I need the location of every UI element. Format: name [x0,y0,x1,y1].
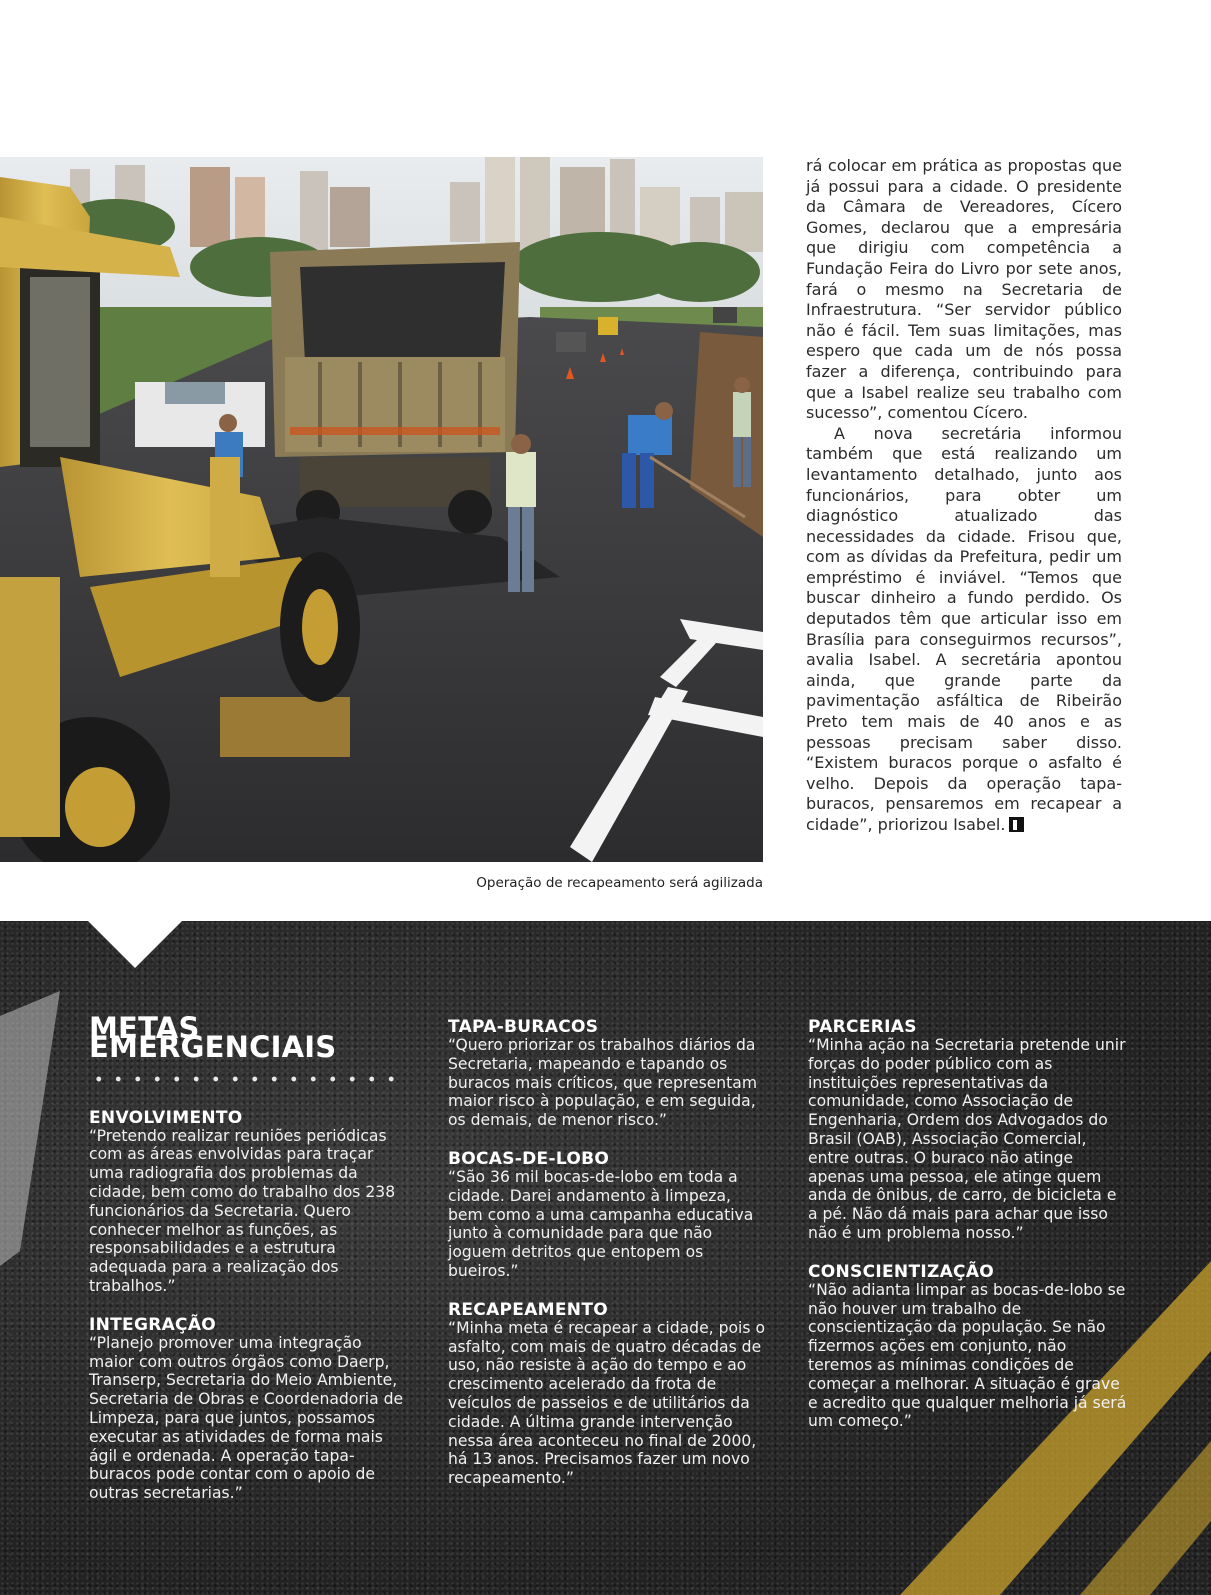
meta-text: “Quero priorizar os trabalhos diários da Secretaria, mapeando e tapando os buracos mais críticos, que representam maior risco à população, e em seguida, os demais, de menor risco.” [448,1036,758,1130]
road-work-photo [0,157,763,862]
meta-text: “Minha ação na Secretaria pretende unir forças do poder público com as instituições representativas da comunidade, como Associação de Engenharia, Ordem dos Advogados do Brasil (OAB), Associação Comercial, entre outras. O buraco não atinge apenas uma pessoa, ele atinge quem anda de ônibus, de carro, de bicicleta e a pé. Não dá mais para achar que isso não é um problema nosso.” [808,1036,1126,1242]
photo-caption: Operação de recapeamento será agilizada [476,875,763,891]
meta-heading: CONSCIENTIZAÇÃO [808,1261,995,1282]
article-body [806,156,1122,836]
meta-text: “Pretendo realizar reuniões periódicas com as áreas envolvidas para traçar uma radiografia dos problemas da cidade, bem como do trabalho dos 238 funcionários da Secretaria. Quero conhecer melhor as funções, as responsabilidades e a estrutura adequada para a realização dos trabalhos.” [89,1126,396,1295]
metas-section [0,921,1211,1595]
meta-heading: RECAPEAMENTO [448,1299,608,1320]
meta-heading: TAPA-BURACOS [448,1017,599,1037]
article-end-icon [1009,817,1024,832]
meta-text: “Minha meta é recapear a cidade, pois o asfalto, com mais de quatro décadas de uso, não resiste à ação do tempo e ao crescimento acelerado da frota de veículos de passeios e de utilitários da cidade. A última grande intervenção nessa área aconteceu no final de 2000, há 13 anos. Precisamos fazer um novo recapeamento.” [448,1318,765,1488]
meta-heading: PARCERIAS [808,1017,917,1037]
meta-text: “Planejo promover uma integração maior com outros órgãos como Daerp, Transerp, Secretaria do Meio Ambiente, Secretaria de Obras e Coordenadoria de Limpeza, para que juntos, possamos executar as atividades de forma mais ágil e ordenada. A operação tapa-buracos pode contar com o apoio de outras secretarias.” [89,1333,404,1503]
metas-column-3 [808,1018,1130,1451]
dotted-divider [89,1075,405,1083]
body-paragraph [806,424,1122,836]
meta-heading: ENVOLVIMENTO [89,1107,243,1128]
metas-title: METAS EMERGENCIAIS [89,1011,337,1064]
body-paragraph-text: A nova secretária informou também que está realizando um levantamento detalhado, junto aos funcionários, para obter um diagnóstico atualizado das necessidades da cidade. Frisou que, com as dívidas da Prefeitura, pedir um empréstimo é inviável. “Temos que buscar dinheiro a fundo perdido. Os deputados têm que articular isso em Brasília para conseguirmos recursos”, avalia Isabel. A secretária apontou ainda, que grande parte da pavimentação asfáltica de Ribeirão Preto tem mais de 40 anos e as pessoas precisam saber disso. “Existem buracos porque o asfalto é velho. Depois da operação tapa-buracos, pensaremos em recapear a cidade”, priorizou Isabel. [806,423,1122,834]
meta-heading: INTEGRAÇÃO [89,1314,217,1335]
metas-column-1 [89,1011,407,1523]
meta-text: “Não adianta limpar as bocas-de-lobo se não houver um trabalho de conscientização da população. Se não fizermos ações em conjunto, não teremos as mínimas condições de começar a melhorar. A situação é grave e acredito que qualquer melhoria já será um começo.” [808,1280,1127,1431]
meta-heading: BOCAS-DE-LOBO [448,1148,610,1169]
body-paragraph: rá colocar em prática as propostas que já possui para a cidade. O presidente da Câmara de Vereadores, Cícero Gomes, declarou que a empresária que dirigiu com competência a Fundação Feira do Livro por sete anos, fará o mesmo na Secretaria de Infraestrutura. “Ser servidor público não é fácil. Tem suas limitações, mas espero que cada um de nós possa fazer a diferença, contribuindo para que a Isabel realize seu trabalho com sucesso”, comentou Cícero. [806,156,1122,423]
section-notch [88,921,182,968]
metas-column-2 [448,1018,768,1508]
meta-text: “São 36 mil bocas-de-lobo em toda a cidade. Darei andamento à limpeza, bem como a uma campanha educativa junto à comunidade para que não joguem detritos que entopem os bueiros.” [448,1167,754,1280]
